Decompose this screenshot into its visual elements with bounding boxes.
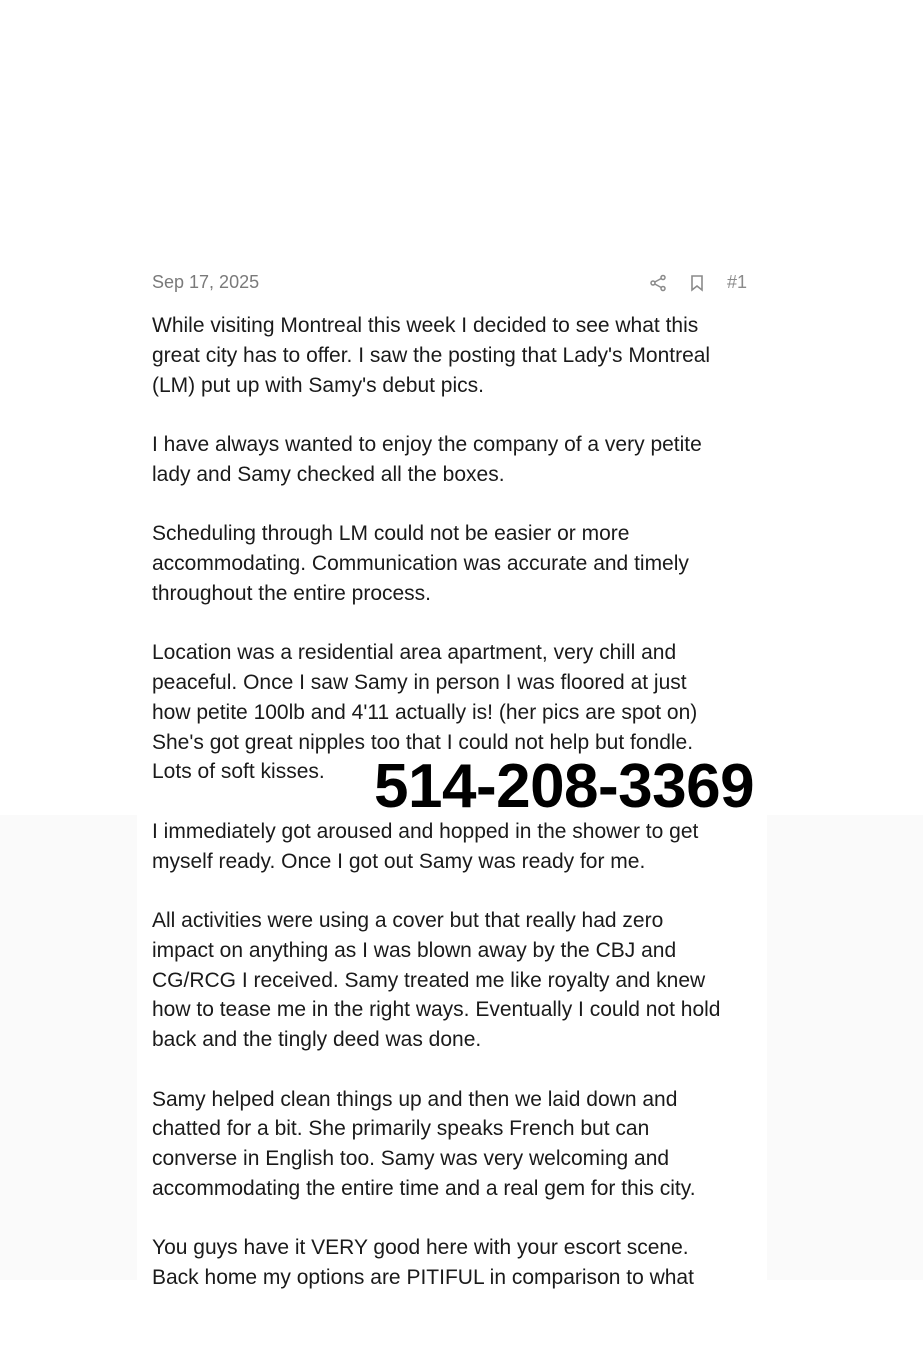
post-paragraph (152, 519, 721, 608)
post-date[interactable]: Sep 17, 2025 (152, 272, 260, 292)
bookmark-icon[interactable] (689, 274, 705, 292)
post-text-line: I immediately got aroused and hopped in the shower to get (152, 819, 699, 843)
post-actions (649, 272, 747, 293)
post-text-line: Samy helped clean things up and then we laid down and (152, 1087, 678, 1111)
post-text-line: accommodating the entire time and a real gem for this city. (152, 1176, 696, 1200)
post-text-line: I have always wanted to enjoy the company of a very petite (152, 433, 702, 456)
post-paragraph (152, 311, 721, 400)
share-icon[interactable] (649, 274, 667, 292)
post-text-line: accommodating. Communication was accurate and timely (152, 552, 689, 575)
post-text-line: CG/RCG I received. Samy treated me like royalty and knew (152, 968, 706, 992)
post-text-line: Lots of soft kisses. (152, 760, 325, 784)
post-paragraph (152, 817, 721, 877)
post-paragraph (152, 1233, 721, 1293)
post-paragraph (152, 1085, 721, 1204)
post-text-line: converse in English too. Samy was very welcoming and (152, 1147, 670, 1170)
post-text-line: how to tease me in the right ways. Eventually I could not hold (152, 998, 721, 1022)
post-paragraph (152, 430, 721, 490)
post-text-line: chatted for a bit. She primarily speaks French but can (152, 1117, 650, 1141)
phone-number-overlay: 514-208-3369 (374, 752, 755, 821)
post-number[interactable]: #1 (726, 272, 747, 292)
post-text-line: lady and Samy checked all the boxes. (152, 462, 505, 486)
post-text-line: throughout the entire process. (152, 581, 432, 605)
post-text-line: Scheduling through LM could not be easier or more (152, 522, 630, 546)
post-text-line: back and the tingly deed was done. (152, 1028, 482, 1051)
post-text-line: (LM) put up with Samy's debut pics. (152, 373, 484, 397)
post-text-line: While visiting Montreal this week I decided to see what this (152, 314, 699, 337)
post-text-line: She's got great nipples too that I could not help but fondle. (152, 730, 694, 754)
post-text-line: Back home my options are PITIFUL in comparison to what (152, 1266, 694, 1289)
post-text-line: how petite 100lb and 4'11 actually is! (her pics are spot on) (152, 700, 698, 724)
post-text-line: myself ready. Once I got out Samy was ready for me. (152, 849, 646, 873)
post-text-line: impact on anything as I was blown away by the CBJ and (152, 938, 677, 962)
post-text-line: You guys have it VERY good here with your escort scene. (152, 1236, 689, 1260)
post-text-line: All activities were using a cover but that really had zero (152, 909, 664, 932)
post-text-line: peaceful. Once I saw Samy in person I was floored at just (152, 671, 687, 694)
post-paragraph (152, 906, 721, 1055)
post-text-line: great city has to offer. I saw the posting that Lady's Montreal (152, 343, 711, 367)
post-text-line: Location was a residential area apartment, very chill and (152, 641, 677, 665)
